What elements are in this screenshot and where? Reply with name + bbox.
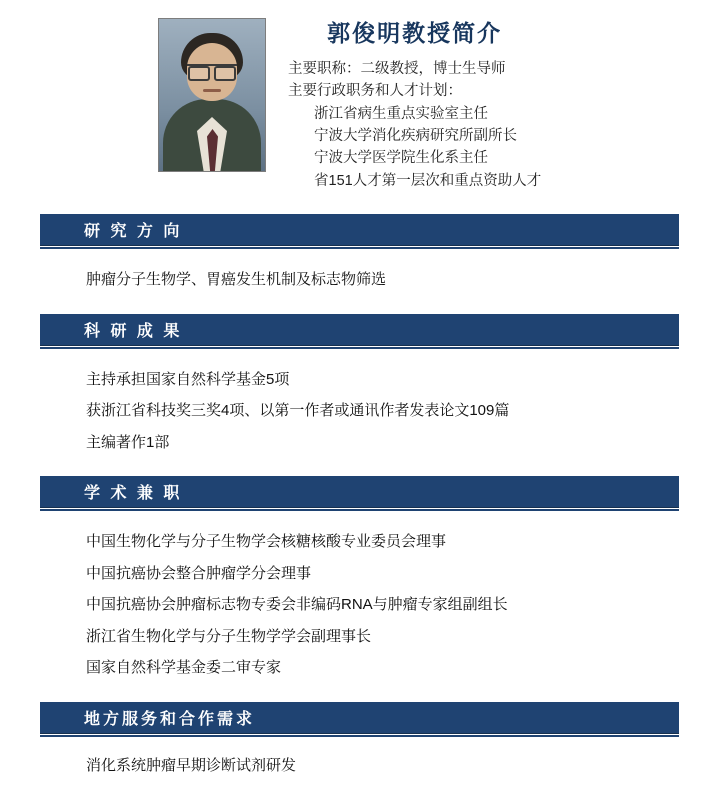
- header-line-roles-label: 主要行政职务和人才计划：: [288, 83, 462, 100]
- section-header-results: [40, 314, 679, 345]
- section-research: [40, 214, 679, 292]
- section-results: [40, 314, 679, 455]
- section-title-appointments: 学 术 兼 职: [84, 485, 183, 503]
- header-text-block: [288, 18, 541, 192]
- header-line-title: 主要职称：二级教授，博士生导师: [288, 60, 506, 77]
- section-title-research: 研 究 方 向: [84, 223, 183, 241]
- section-appointments: [40, 476, 679, 680]
- header-line-role-1: 浙江省病生重点实验室主任: [314, 105, 488, 122]
- section-body-local-services: [40, 737, 679, 778]
- profile-header: [40, 10, 679, 192]
- section-body-results: [40, 349, 679, 455]
- header-line-role-4: 省151人才第一层次和重点资助人才: [314, 172, 542, 189]
- section-paragraph: 消化系统肿瘤早期诊断试剂研发: [86, 756, 297, 774]
- section-body-research: [40, 249, 679, 292]
- section-paragraph: 获浙江省科技奖三奖4项、以第一作者或通讯作者发表论文109篇: [86, 402, 510, 420]
- header-line-role-2: 宁波大学消化疾病研究所副所长: [314, 128, 517, 144]
- section-paragraph: 中国抗癌协会肿瘤标志物专委会非编码RNA与肿瘤专家组副组长: [86, 596, 508, 614]
- section-paragraph: 主编著作1部: [86, 433, 170, 451]
- section-header-local-services: [40, 702, 679, 733]
- section-local-services: [40, 702, 679, 778]
- section-header-appointments: [40, 476, 679, 507]
- section-paragraph: 中国抗癌协会整合肿瘤学分会理事: [86, 564, 312, 582]
- section-body-appointments: [40, 511, 679, 680]
- section-paragraph: 国家自然科学基金委二审专家: [86, 659, 282, 677]
- section-paragraph: 中国生物化学与分子生物学会核糖核酸专业委员会理事: [86, 533, 447, 551]
- section-paragraph: 浙江省生物化学与分子生物学学会副理事长: [86, 627, 372, 645]
- section-paragraph: 主持承担国家自然科学基金5项: [86, 370, 290, 388]
- section-paragraph: 肿瘤分子生物学、胃癌发生机制及标志物筛选: [86, 271, 387, 289]
- portrait-photo: [158, 18, 266, 172]
- section-title-local-services: 地方服务和合作需求: [84, 710, 256, 728]
- section-title-results: 科 研 成 果: [84, 322, 183, 340]
- page-title: 郭俊明教授简介: [327, 20, 503, 47]
- section-header-research: [40, 214, 679, 245]
- header-line-role-3: 宁波大学医学院生化系主任: [314, 150, 488, 167]
